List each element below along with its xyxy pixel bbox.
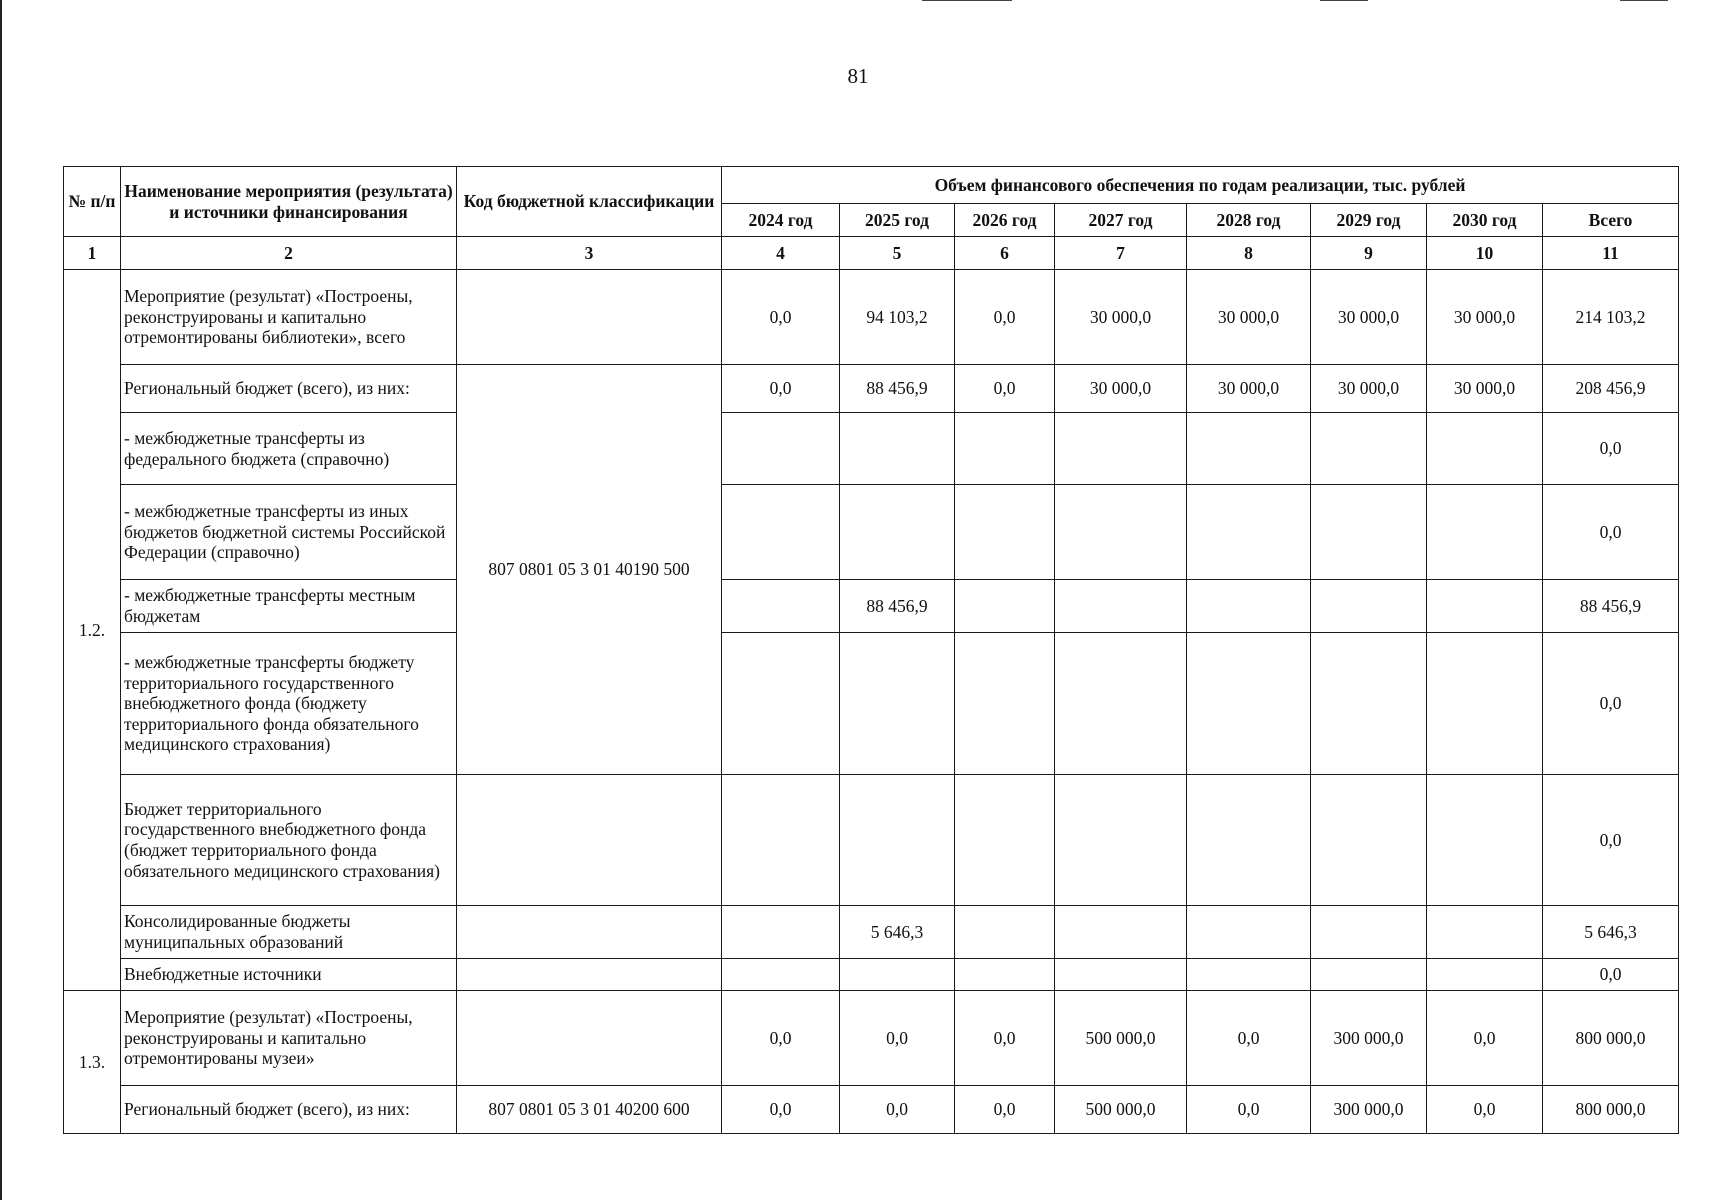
cell-value <box>955 580 1055 633</box>
header-year: 2024 год <box>722 204 840 237</box>
cell-total: 0,0 <box>1543 775 1679 906</box>
cell-value <box>722 413 840 485</box>
cell-value <box>1311 959 1427 991</box>
cell-value: 300 000,0 <box>1311 1086 1427 1134</box>
scan-top-mark <box>1620 0 1668 1</box>
cell-value <box>1427 485 1543 580</box>
row-code: 807 0801 05 3 01 40200 600 <box>457 1086 722 1134</box>
cell-value: 30 000,0 <box>1311 365 1427 413</box>
cell-value <box>1055 959 1187 991</box>
header-year: 2026 год <box>955 204 1055 237</box>
cell-value <box>1427 413 1543 485</box>
header-col-code: Код бюджетной классификации <box>457 167 722 237</box>
cell-value: 500 000,0 <box>1055 1086 1187 1134</box>
row-name: Мероприятие (результат) «Построены, реконструированы и капитально отремонтированы библиотеки», всего <box>121 270 457 365</box>
cell-value: 94 103,2 <box>840 270 955 365</box>
cell-value <box>722 906 840 959</box>
cell-value: 0,0 <box>722 991 840 1086</box>
column-numbers-row <box>64 237 1679 270</box>
cell-total: 0,0 <box>1543 413 1679 485</box>
row-name: - межбюджетные трансферты из иных бюджетов бюджетной системы Российской Федерации (справочно) <box>121 485 457 580</box>
column-number: 3 <box>457 237 722 270</box>
row-name: - межбюджетные трансферты из федерального бюджета (справочно) <box>121 413 457 485</box>
cell-value <box>955 775 1055 906</box>
column-number: 10 <box>1427 237 1543 270</box>
cell-value: 30 000,0 <box>1055 270 1187 365</box>
cell-value <box>840 959 955 991</box>
row-code-empty <box>457 270 722 365</box>
cell-value <box>840 775 955 906</box>
cell-value <box>722 959 840 991</box>
header-col-num: № п/п <box>64 167 121 237</box>
column-number: 5 <box>840 237 955 270</box>
cell-value <box>1311 775 1427 906</box>
table-row <box>64 906 1679 959</box>
cell-value <box>1055 906 1187 959</box>
cell-value <box>1055 413 1187 485</box>
cell-value <box>1187 413 1311 485</box>
cell-value: 0,0 <box>955 365 1055 413</box>
cell-value: 88 456,9 <box>840 365 955 413</box>
row-name: Бюджет территориального государственного внебюджетного фонда (бюджет территориального фонда обязательного медицинского страхования) <box>121 775 457 906</box>
column-number: 4 <box>722 237 840 270</box>
cell-value <box>1055 485 1187 580</box>
cell-total: 88 456,9 <box>1543 580 1679 633</box>
table-row <box>64 633 1679 775</box>
cell-total: 5 646,3 <box>1543 906 1679 959</box>
row-name: Региональный бюджет (всего), из них: <box>121 1086 457 1134</box>
cell-value: 88 456,9 <box>840 580 955 633</box>
column-number: 6 <box>955 237 1055 270</box>
cell-value <box>1427 959 1543 991</box>
cell-value: 300 000,0 <box>1311 991 1427 1086</box>
cell-value: 0,0 <box>722 365 840 413</box>
cell-value: 30 000,0 <box>1427 365 1543 413</box>
cell-value: 500 000,0 <box>1055 991 1187 1086</box>
table-row <box>64 485 1679 580</box>
header-col-name: Наименование мероприятия (результата) и источники финансирования <box>121 167 457 237</box>
cell-value: 0,0 <box>955 991 1055 1086</box>
cell-value <box>955 906 1055 959</box>
cell-value <box>955 485 1055 580</box>
cell-value <box>1055 633 1187 775</box>
cell-value: 0,0 <box>722 270 840 365</box>
header-year: 2030 год <box>1427 204 1543 237</box>
cell-value: 30 000,0 <box>1187 270 1311 365</box>
column-number: 1 <box>64 237 121 270</box>
row-name: Внебюджетные источники <box>121 959 457 991</box>
row-code-empty <box>457 906 722 959</box>
row-name: Мероприятие (результат) «Построены, реконструированы и капитально отремонтированы музеи» <box>121 991 457 1086</box>
table-row <box>64 270 1679 365</box>
cell-value <box>1427 580 1543 633</box>
cell-value: 5 646,3 <box>840 906 955 959</box>
cell-value <box>1187 633 1311 775</box>
cell-value: 0,0 <box>955 1086 1055 1134</box>
cell-value: 0,0 <box>840 1086 955 1134</box>
cell-value <box>1427 906 1543 959</box>
cell-value: 0,0 <box>1427 1086 1543 1134</box>
table-row <box>64 1086 1679 1134</box>
cell-value: 30 000,0 <box>1427 270 1543 365</box>
cell-value <box>1055 775 1187 906</box>
table-row <box>64 959 1679 991</box>
header-year: 2027 год <box>1055 204 1187 237</box>
cell-value <box>1187 485 1311 580</box>
row-code: 807 0801 05 3 01 40190 500 <box>457 365 722 775</box>
cell-value <box>955 413 1055 485</box>
cell-value <box>1427 775 1543 906</box>
row-name: - межбюджетные трансферты местным бюджетам <box>121 580 457 633</box>
cell-total: 0,0 <box>1543 633 1679 775</box>
row-code-empty <box>457 775 722 906</box>
cell-value: 0,0 <box>1187 1086 1311 1134</box>
cell-value: 0,0 <box>722 1086 840 1134</box>
header-year: 2028 год <box>1187 204 1311 237</box>
cell-total: 208 456,9 <box>1543 365 1679 413</box>
header-total: Всего <box>1543 204 1679 237</box>
cell-value: 0,0 <box>1187 991 1311 1086</box>
cell-value <box>840 485 955 580</box>
row-name: Консолидированные бюджеты муниципальных образований <box>121 906 457 959</box>
cell-total: 214 103,2 <box>1543 270 1679 365</box>
page-number: 81 <box>847 64 869 88</box>
row-code-empty <box>457 959 722 991</box>
scan-top-mark <box>1320 0 1368 1</box>
cell-value <box>1055 580 1187 633</box>
cell-total: 0,0 <box>1543 485 1679 580</box>
column-number: 8 <box>1187 237 1311 270</box>
table-row <box>64 365 1679 413</box>
cell-value <box>840 413 955 485</box>
column-number: 2 <box>121 237 457 270</box>
header-col-volume: Объем финансового обеспечения по годам реализации, тыс. рублей <box>722 167 1679 204</box>
header-year: 2029 год <box>1311 204 1427 237</box>
scan-top-mark <box>922 0 1012 1</box>
header-year: 2025 год <box>840 204 955 237</box>
cell-value <box>722 580 840 633</box>
table-row <box>64 580 1679 633</box>
cell-value <box>722 633 840 775</box>
cell-value: 30 000,0 <box>1187 365 1311 413</box>
row-index: 1.2. <box>64 270 121 991</box>
column-number: 11 <box>1543 237 1679 270</box>
cell-value <box>1311 485 1427 580</box>
cell-value <box>722 775 840 906</box>
cell-value <box>955 633 1055 775</box>
table-row <box>64 775 1679 906</box>
cell-value <box>1187 906 1311 959</box>
row-index: 1.3. <box>64 991 121 1134</box>
column-number: 7 <box>1055 237 1187 270</box>
cell-total: 0,0 <box>1543 959 1679 991</box>
cell-value <box>1311 580 1427 633</box>
header-row <box>64 167 1679 204</box>
column-number: 9 <box>1311 237 1427 270</box>
cell-value <box>955 959 1055 991</box>
cell-value: 30 000,0 <box>1311 270 1427 365</box>
cell-value: 0,0 <box>840 991 955 1086</box>
table-row <box>64 413 1679 485</box>
cell-total: 800 000,0 <box>1543 991 1679 1086</box>
row-name: Региональный бюджет (всего), из них: <box>121 365 457 413</box>
cell-value <box>840 633 955 775</box>
cell-value <box>1311 906 1427 959</box>
cell-value <box>1187 959 1311 991</box>
row-name: - межбюджетные трансферты бюджету территориального государственного внебюджетного фонда (бюджету территориального фонда обязательного медицинского страхования) <box>121 633 457 775</box>
cell-value <box>1311 413 1427 485</box>
row-code-empty <box>457 991 722 1086</box>
cell-value: 0,0 <box>955 270 1055 365</box>
cell-value <box>1311 633 1427 775</box>
cell-value: 30 000,0 <box>1055 365 1187 413</box>
cell-value <box>1427 633 1543 775</box>
scan-edge-line <box>0 0 2 1200</box>
budget-table <box>63 166 1679 1134</box>
cell-value <box>1187 580 1311 633</box>
table-row <box>64 991 1679 1086</box>
cell-total: 800 000,0 <box>1543 1086 1679 1134</box>
cell-value: 0,0 <box>1427 991 1543 1086</box>
cell-value <box>1187 775 1311 906</box>
cell-value <box>722 485 840 580</box>
